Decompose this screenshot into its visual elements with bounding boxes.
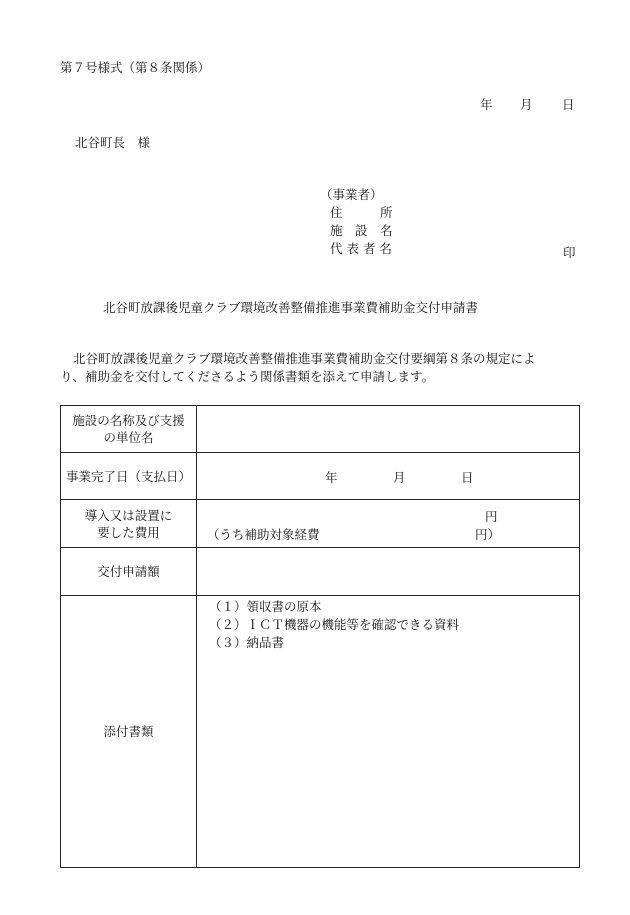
request-amount-label: 交付申請額 xyxy=(61,548,197,596)
addressee: 北谷町長 様 xyxy=(75,135,151,150)
row-completion-date xyxy=(61,453,580,500)
completion-date-field[interactable] xyxy=(197,453,580,500)
body-line-1: 北谷町放課後児童クラブ環境改善整備推進事業費補助金交付要綱第８条の規定によ xyxy=(73,351,536,366)
facility-name-label xyxy=(61,406,197,453)
subsidy-note: （うち補助対象経費 xyxy=(207,527,320,542)
request-amount-field[interactable] xyxy=(197,548,580,596)
row-cost xyxy=(61,500,580,548)
body-line-2: り、補助金を交付してくださるよう関係書類を添えて申請します。 xyxy=(60,369,435,384)
cost-label-line1: 導入又は設置に xyxy=(84,507,173,523)
attachments-list xyxy=(209,598,459,652)
attachment-item: （３）納品書 xyxy=(209,635,285,650)
facility-name-label-line1: 施設の名称及び支援 xyxy=(72,413,185,428)
date-year: 年 xyxy=(480,97,493,112)
seal-mark: 印 xyxy=(563,245,576,260)
subsidy-yen: 円） xyxy=(475,527,501,542)
facility-label: 施 設 名 xyxy=(330,223,393,238)
applicant-heading: （事業者） xyxy=(320,187,383,202)
completion-month: 月 xyxy=(393,470,406,485)
cost-field[interactable] xyxy=(197,500,580,548)
body-text xyxy=(60,350,536,386)
attachment-item: （１）領収書の原本 xyxy=(209,599,322,614)
address-label: 住 所 xyxy=(330,205,393,220)
attachments-field xyxy=(197,596,580,868)
date-line xyxy=(480,95,575,113)
representative-label: 代 表 者 名 xyxy=(330,241,392,256)
application-table xyxy=(60,405,580,868)
attachments-label: 添付書類 xyxy=(61,596,197,868)
row-facility-name xyxy=(61,406,580,453)
form-number: 第７号様式（第８条関係） xyxy=(60,60,211,75)
facility-name-field[interactable] xyxy=(197,406,580,453)
cost-label xyxy=(61,500,197,548)
cost-yen: 円 xyxy=(485,509,498,524)
applicant-block xyxy=(320,186,393,258)
attachment-item: （２）ＩＣＴ機器の機能等を確認できる資料 xyxy=(209,617,460,632)
completion-day: 日 xyxy=(461,470,474,485)
completion-year: 年 xyxy=(325,470,338,485)
date-month: 月 xyxy=(520,97,533,112)
facility-name-label-line2: の単位名 xyxy=(103,430,154,445)
date-day: 日 xyxy=(562,97,575,112)
document-title: 北谷町放課後児童クラブ環境改善整備推進事業費補助金交付申請書 xyxy=(103,300,479,315)
completion-date-label: 事業完了日（支払日） xyxy=(61,453,197,500)
row-attachments xyxy=(61,596,580,868)
row-request-amount xyxy=(61,548,580,596)
cost-label-line2: 要した費用 xyxy=(97,524,160,540)
